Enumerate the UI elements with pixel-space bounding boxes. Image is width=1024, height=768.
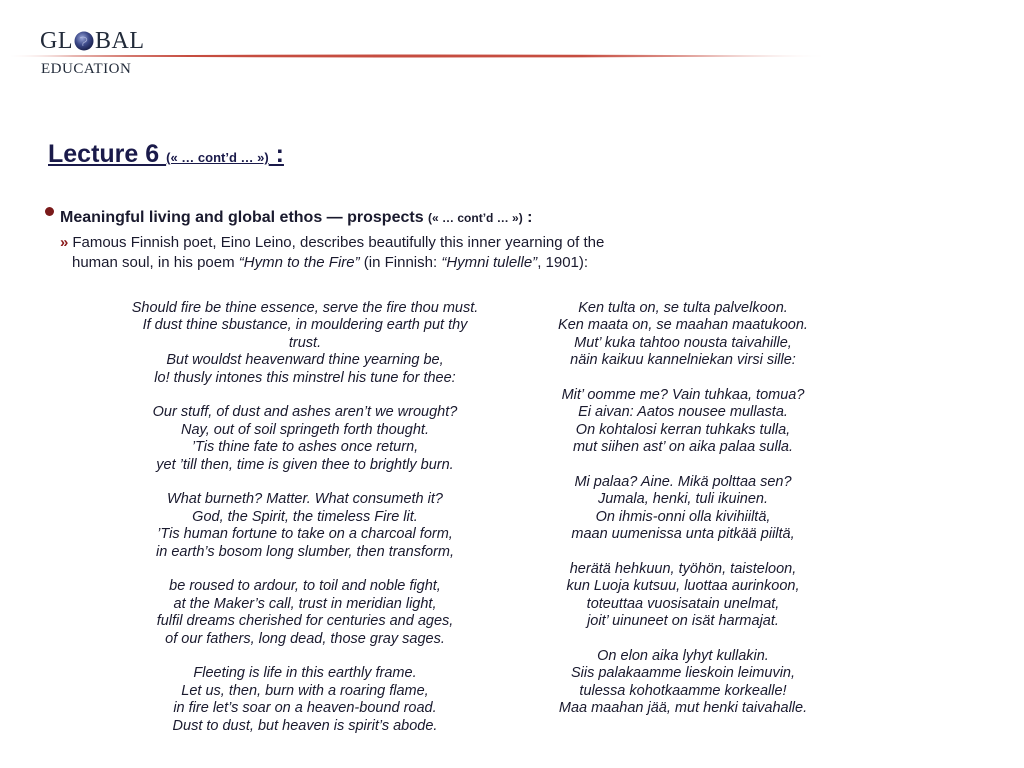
poem-stanza xyxy=(525,561,841,631)
poem-title-english: “Hymn to the Fire” xyxy=(238,254,360,271)
poem-line: Maa maahan jää, mut henki taivahalle. xyxy=(558,700,808,717)
poem-stanza xyxy=(525,387,841,457)
poem-stanza xyxy=(100,404,510,474)
poem-line: kun Luoja kutsuu, luottaa aurinkoon, xyxy=(566,578,800,595)
poem-line: at the Maker’s call, trust in meridian light, xyxy=(173,595,437,612)
poem-line: Fleeting is life in this earthly frame. xyxy=(193,665,417,682)
poem-stanza xyxy=(100,491,510,561)
logo-wordmark xyxy=(40,28,145,54)
sub-point-text-3: (in Finnish: xyxy=(359,254,442,271)
bullet-item xyxy=(45,207,532,227)
poem-title-finnish: “Hymni tulelle” xyxy=(441,254,538,271)
poem-line: Mi palaa? Aine. Mikä polttaa sen? xyxy=(574,474,792,491)
poem-line: Ken tulta on, se tulta palvelkoon. xyxy=(578,300,788,316)
poem-stanza xyxy=(525,648,841,718)
poem-line: in earth’s bosom long slumber, then transform, xyxy=(156,543,454,560)
poem-line: What burneth? Matter. What consumeth it? xyxy=(167,491,443,508)
poem-line: yet ’till then, time is given thee to brightly burn. xyxy=(156,456,454,473)
poem-line: joit’ uinuneet on isät harmajat. xyxy=(587,613,779,630)
bullet-heading: Meaningful living and global ethos — prospects xyxy=(60,209,429,226)
poem-line: Jumala, henki, tuli ikuinen. xyxy=(597,491,769,508)
poem-line: Ei aivan: Aatos nousee mullasta. xyxy=(578,404,788,421)
poem-line: Siis palakaamme lieskoin leimuvin, xyxy=(570,665,796,682)
poem-english xyxy=(100,300,510,735)
poem-line: But wouldst heavenward thine yearning be, xyxy=(166,352,444,369)
poem-line: tulessa kohotkaamme korkealle! xyxy=(579,682,787,699)
logo-text-bal: BAL xyxy=(95,28,145,54)
poem-line: Should fire be thine essence, serve the fire thou must. xyxy=(131,300,479,316)
poem-line: fulfil dreams cherished for centuries and ages, xyxy=(156,613,454,630)
poem-line: mut siihen ast’ on aika palaa sulla. xyxy=(572,439,794,456)
poem-line: näin kaikuu kannelniekan virsi sille: xyxy=(570,352,796,369)
poem-line: On elon aika lyhyt kullakin. xyxy=(597,648,769,665)
poem-stanza xyxy=(525,300,841,370)
poem-line: Dust to dust, but heaven is spirit’s abode. xyxy=(172,717,438,734)
sub-point-line-2 xyxy=(60,253,680,273)
bullet-colon: : xyxy=(522,209,533,226)
poem-stanza xyxy=(525,474,841,544)
chevron-right-icon: » xyxy=(60,234,69,251)
bullet-continued: (« … cont’d … ») xyxy=(428,211,523,225)
poem-stanza xyxy=(100,578,510,648)
poem-line: ’Tis thine fate to ashes once return, xyxy=(191,439,419,456)
title-continued: (« … cont’d … ») xyxy=(166,150,269,165)
sub-point-text: Famous Finnish poet, Eino Leino, describes beautifully this inner yearning of the xyxy=(72,234,605,251)
poem-line: lo! thusly intones this minstrel his tune for thee: xyxy=(154,369,456,386)
poem-line: Mit’ oomme me? Vain tuhkaa, tomua? xyxy=(561,387,805,404)
poem-line: Nay, out of soil springeth forth thought. xyxy=(181,421,429,438)
globe-icon xyxy=(74,31,94,51)
bullet-icon xyxy=(45,207,54,216)
header-divider xyxy=(8,53,828,59)
poem-line: maan uumenissa unta pitkää piiltä, xyxy=(571,526,795,543)
poem-line: in fire let’s soar on a heaven-bound road. xyxy=(173,700,437,717)
poem-line: trust. xyxy=(288,334,322,351)
poem-line: God, the Spirit, the timeless Fire lit. xyxy=(192,508,418,525)
logo-text-gl: GL xyxy=(40,28,73,54)
poem-line: On kohtalosi kerran tuhkaks tulla, xyxy=(575,421,791,438)
poem-line: toteuttaa vuosisatain unelmat, xyxy=(586,595,780,612)
poem-line: Ken maata on, se maahan maatukoon. xyxy=(558,317,808,334)
sub-point-text-4: , 1901): xyxy=(537,254,589,271)
sub-point-text-2: human soul, in his poem xyxy=(72,254,239,271)
page-title xyxy=(48,140,284,169)
poem-line: ’Tis human fortune to take on a charcoal form, xyxy=(157,526,453,543)
poem-line: On ihmis-onni olla kivihiiltä, xyxy=(595,508,771,525)
poem-line: Mut’ kuka tahtoo nousta taivahille, xyxy=(574,334,792,351)
title-colon: : xyxy=(268,140,284,168)
poem-line: herätä hehkuun, työhön, taisteloon, xyxy=(569,561,797,578)
title-main: Lecture 6 xyxy=(48,140,167,168)
logo-text-education: EDUCATION xyxy=(41,61,132,77)
poem-line: be roused to ardour, to toil and noble fight, xyxy=(169,578,441,595)
sub-point xyxy=(60,233,680,273)
poem-line: Our stuff, of dust and ashes aren’t we wrought? xyxy=(152,404,458,421)
poem-finnish xyxy=(525,300,841,718)
poem-line: If dust thine sbustance, in mouldering earth put thy xyxy=(142,317,468,334)
poem-stanza xyxy=(100,665,510,735)
poem-stanza xyxy=(100,300,510,387)
poem-line: of our fathers, long dead, those gray sages. xyxy=(165,630,445,647)
poem-line: Let us, then, burn with a roaring flame, xyxy=(181,682,429,699)
